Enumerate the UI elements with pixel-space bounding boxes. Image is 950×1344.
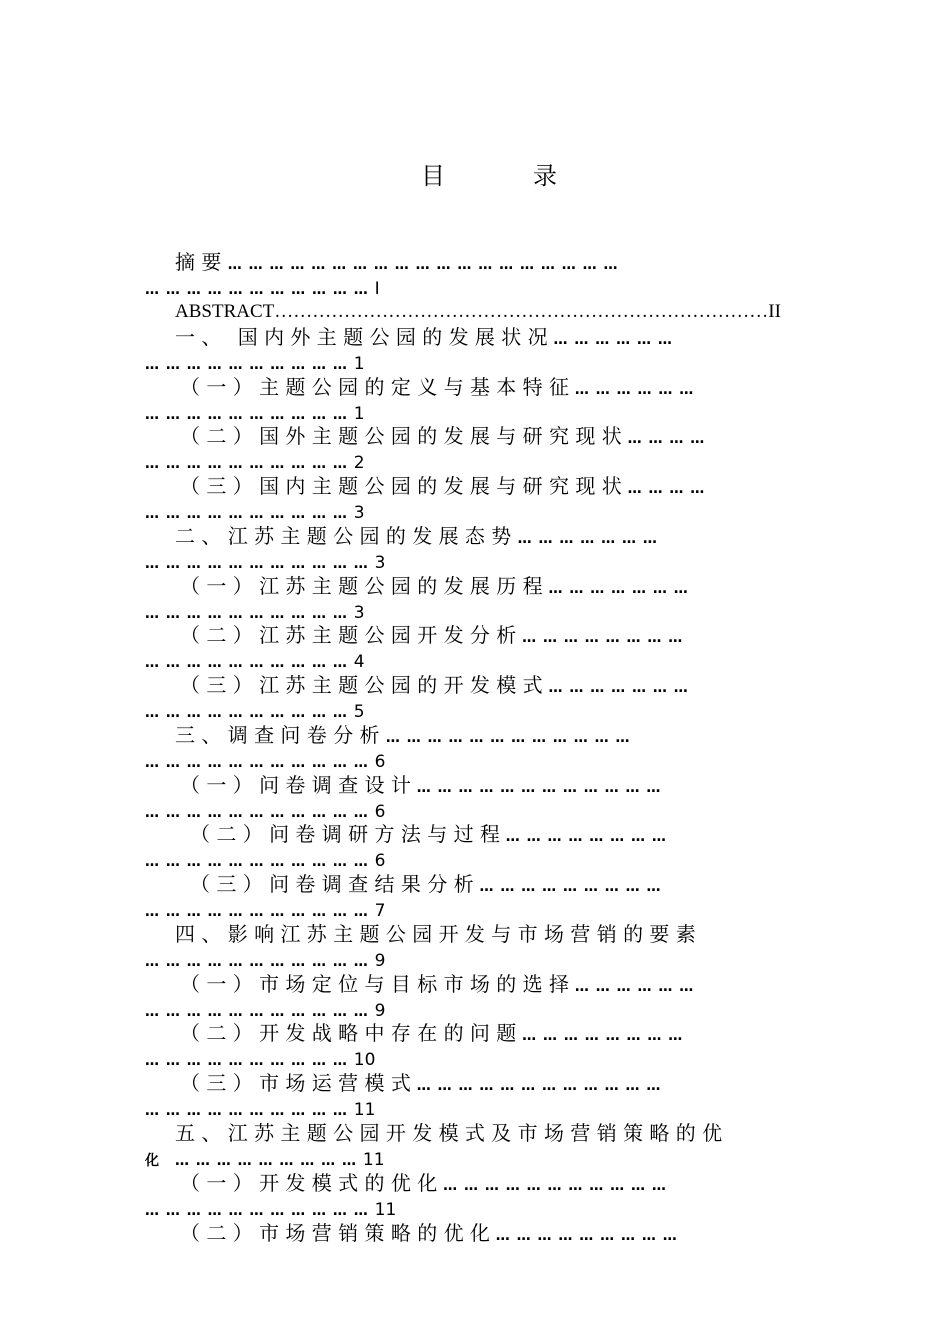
toc-entry-title: 五 、 江 苏 主 题 公 园 开 发 模 式 及 市 场 营 销 策 略 的 优 bbox=[175, 1121, 723, 1145]
toc-leader-dots: … … … … … … … … … … bbox=[145, 407, 354, 423]
toc-entry-title: （ 三 ） 江 苏 主 题 公 园 的 开 发 模 式 bbox=[180, 673, 543, 697]
toc-leader-dots: … … … … … … … … … … … bbox=[145, 904, 375, 920]
toc-page-number: 1 bbox=[353, 354, 365, 374]
toc-leader-dots: 化 … … … … … … … … … bbox=[145, 1153, 363, 1169]
toc-entry[interactable] bbox=[180, 970, 867, 998]
toc-leader-dots: … … … … … … … … … … … … bbox=[410, 1078, 662, 1094]
toc-leader-dots: … … … … … … … … … … bbox=[145, 1053, 354, 1069]
toc-page-number: 6 bbox=[374, 802, 386, 822]
toc-leader-dots: … … … … … … … … … … bbox=[145, 705, 354, 721]
toc-leader-dots: … … … … … … … … … … bbox=[145, 606, 354, 622]
toc-page-number: 3 bbox=[374, 553, 386, 573]
toc-entry-title: 一 、 国 内 外 主 题 公 园 的 发 展 状 况 bbox=[175, 325, 548, 349]
toc-entry[interactable] bbox=[180, 1169, 867, 1197]
toc-entry[interactable] bbox=[180, 572, 867, 600]
toc-entry-continuation bbox=[145, 348, 867, 376]
toc-leader-dots: … … … … … … bbox=[569, 979, 695, 995]
toc-page-number: 1 bbox=[353, 404, 365, 424]
toc-entry[interactable] bbox=[180, 771, 867, 799]
toc-entry-title: （ 三 ） 市 场 运 营 模 式 bbox=[180, 1071, 411, 1095]
toc-leader-dots: … … … … bbox=[621, 431, 706, 447]
toc-entry-title: 四 、 影 响 江 苏 主 题 公 园 开 发 与 市 场 营 销 的 要 素 bbox=[175, 922, 696, 946]
toc-page-number: I bbox=[374, 279, 380, 299]
toc-entry-continuation bbox=[145, 497, 867, 525]
toc-leader-dots: … … … … … … bbox=[569, 382, 695, 398]
toc-leader-dots: … … … … … … bbox=[547, 332, 673, 348]
toc-entry-title: 摘 要 bbox=[175, 250, 228, 274]
toc-entry[interactable] bbox=[175, 1119, 867, 1147]
toc-entry[interactable] bbox=[180, 820, 867, 848]
toc-entry[interactable] bbox=[175, 920, 867, 948]
toc-entry-title: （ 二 ） 开 发 战 略 中 存 在 的 问 题 bbox=[180, 1021, 517, 1045]
toc-entry-title: （ 二 ） 问 卷 调 研 方 法 与 过 程 bbox=[180, 822, 500, 846]
toc-entry-title: （ 一 ） 江 苏 主 题 公 园 的 发 展 历 程 bbox=[180, 574, 543, 598]
toc-entry-title: （ 一 ） 市 场 定 位 与 目 标 市 场 的 选 择 bbox=[180, 972, 570, 996]
toc-leader-dots: … … … … … … … … … … … bbox=[437, 1178, 667, 1194]
toc-entry-title: （ 二 ） 江 苏 主 题 公 园 开 发 分 析 bbox=[180, 623, 517, 647]
toc-entry-title: （ 三 ） 国 内 主 题 公 园 的 发 展 与 研 究 现 状 bbox=[180, 474, 622, 498]
toc-page-number: 3 bbox=[353, 503, 365, 523]
toc-leader-dots: …………………………………………………………………… bbox=[274, 301, 769, 322]
toc-leader-dots: … … … … … … … … … … … bbox=[145, 282, 375, 298]
toc-leader-dots: … … … … … … … … … … … … bbox=[385, 730, 631, 746]
toc-leader-dots: … … … … … … … … … … … … … … … … … … … bbox=[227, 257, 619, 273]
toc-entry-title: （ 一 ） 问 卷 调 查 设 计 bbox=[180, 773, 411, 797]
toc-entry-title: （ 二 ） 国 外 主 题 公 园 的 发 展 与 研 究 现 状 bbox=[180, 424, 622, 448]
toc-leader-dots: … … … … … … … … … … bbox=[145, 1103, 354, 1119]
toc-leader-dots: … … … … … … … … … … bbox=[145, 357, 354, 373]
toc-leader-dots: … … … … … … … bbox=[542, 680, 689, 696]
toc-entry-title: ABSTRACT bbox=[175, 301, 275, 322]
toc-leader-dots: … … … … … … … … … … … bbox=[145, 755, 375, 771]
toc-leader-dots: … … … … … … … … … … … bbox=[145, 954, 375, 970]
toc-leader-dots: … … … … … … … … … … … bbox=[145, 1203, 375, 1219]
toc-page-number: 11 bbox=[374, 1200, 397, 1220]
toc-leader-dots: … … … … … … … bbox=[542, 581, 689, 597]
toc-entry[interactable] bbox=[175, 522, 867, 550]
toc-entry-continuation bbox=[145, 845, 867, 873]
toc-entry[interactable] bbox=[180, 422, 867, 450]
toc-page-number: 11 bbox=[362, 1150, 385, 1170]
toc-leader-dots: … … … … … … … … … bbox=[473, 879, 662, 895]
toc-entry-title: 二 、 江 苏 主 题 公 园 的 发 展 态 势 bbox=[175, 524, 518, 548]
toc-leader-dots: … … … … … … … … … … bbox=[145, 655, 354, 671]
toc-page-number: 9 bbox=[374, 951, 386, 971]
toc-leader-dots: … … … … … … … … bbox=[516, 1028, 684, 1044]
toc-page-number: 7 bbox=[374, 901, 386, 921]
toc-entry-continuation bbox=[145, 1094, 867, 1122]
toc-entry-continuation bbox=[145, 1194, 867, 1222]
toc-leader-dots: … … … … … … … bbox=[517, 531, 658, 547]
toc-entry-continuation bbox=[145, 1144, 867, 1172]
toc-page-number: 3 bbox=[353, 603, 365, 623]
toc-page-number: 6 bbox=[374, 752, 386, 772]
toc-leader-dots: … … … … … … … … … … bbox=[145, 456, 354, 472]
toc-page-number: II bbox=[768, 301, 781, 322]
toc-leader-dots: … … … … … … … … … bbox=[489, 1228, 678, 1244]
toc-entry[interactable] bbox=[180, 1219, 867, 1247]
toc-entry[interactable] bbox=[180, 472, 867, 500]
toc-entry[interactable] bbox=[175, 323, 867, 351]
toc-page-number: 6 bbox=[374, 851, 386, 871]
toc-entry-title: （ 一 ） 主 题 公 园 的 定 义 与 基 本 特 征 bbox=[180, 375, 570, 399]
toc-entry-title: （ 一 ） 开 发 模 式 的 优 化 bbox=[180, 1171, 438, 1195]
toc-page-number: 10 bbox=[353, 1050, 376, 1070]
page-title: 目 录 bbox=[421, 162, 589, 190]
toc-page-number: 2 bbox=[353, 453, 365, 473]
toc-page-number: 5 bbox=[353, 702, 365, 722]
toc-entry[interactable] bbox=[180, 1069, 867, 1097]
toc-entry[interactable] bbox=[180, 1019, 867, 1047]
toc-entry[interactable] bbox=[180, 671, 867, 699]
toc-page-number: 9 bbox=[374, 1001, 386, 1021]
toc-entry-title: （ 三 ） 问 卷 调 查 结 果 分 析 bbox=[180, 872, 474, 896]
toc-entry[interactable] bbox=[180, 621, 867, 649]
toc-entry-continuation bbox=[145, 646, 867, 674]
toc-leader-dots: … … … … … … … … bbox=[516, 630, 684, 646]
toc-entry[interactable] bbox=[175, 721, 867, 749]
toc-entry-continuation bbox=[145, 945, 867, 973]
toc-leader-dots: … … … … … … … … … … … bbox=[145, 1004, 375, 1020]
toc-entry-title: （ 二 ） 市 场 营 销 策 略 的 优 化 bbox=[180, 1221, 490, 1245]
toc-entry[interactable] bbox=[175, 298, 867, 326]
toc-leader-dots: … … … … … … … … … … … … bbox=[410, 780, 662, 796]
toc-leader-dots: … … … … … … … … … … bbox=[145, 506, 354, 522]
toc-entry-continuation bbox=[145, 746, 867, 774]
toc-leader-dots: … … … … bbox=[621, 481, 706, 497]
toc-leader-dots: … … … … … … … … … … … bbox=[145, 805, 375, 821]
toc-entry-continuation bbox=[145, 1044, 867, 1072]
toc-page-number: 4 bbox=[353, 652, 365, 672]
toc-entry-continuation bbox=[145, 447, 867, 475]
toc-entry[interactable] bbox=[180, 373, 867, 401]
toc-entry-continuation bbox=[145, 895, 867, 923]
toc-entry-continuation bbox=[145, 547, 867, 575]
toc-leader-dots: … … … … … … … … bbox=[499, 829, 667, 845]
toc-entry[interactable] bbox=[180, 870, 867, 898]
toc-page-number: 11 bbox=[353, 1100, 376, 1120]
toc-entry-continuation bbox=[145, 696, 867, 724]
toc-leader-dots: … … … … … … … … … … … bbox=[145, 556, 375, 572]
toc-entry-continuation bbox=[145, 273, 867, 301]
toc-entry-title: 三 、 调 查 问 卷 分 析 bbox=[175, 723, 386, 747]
toc-leader-dots: … … … … … … … … … … … bbox=[145, 854, 375, 870]
toc-entry[interactable] bbox=[175, 248, 867, 276]
